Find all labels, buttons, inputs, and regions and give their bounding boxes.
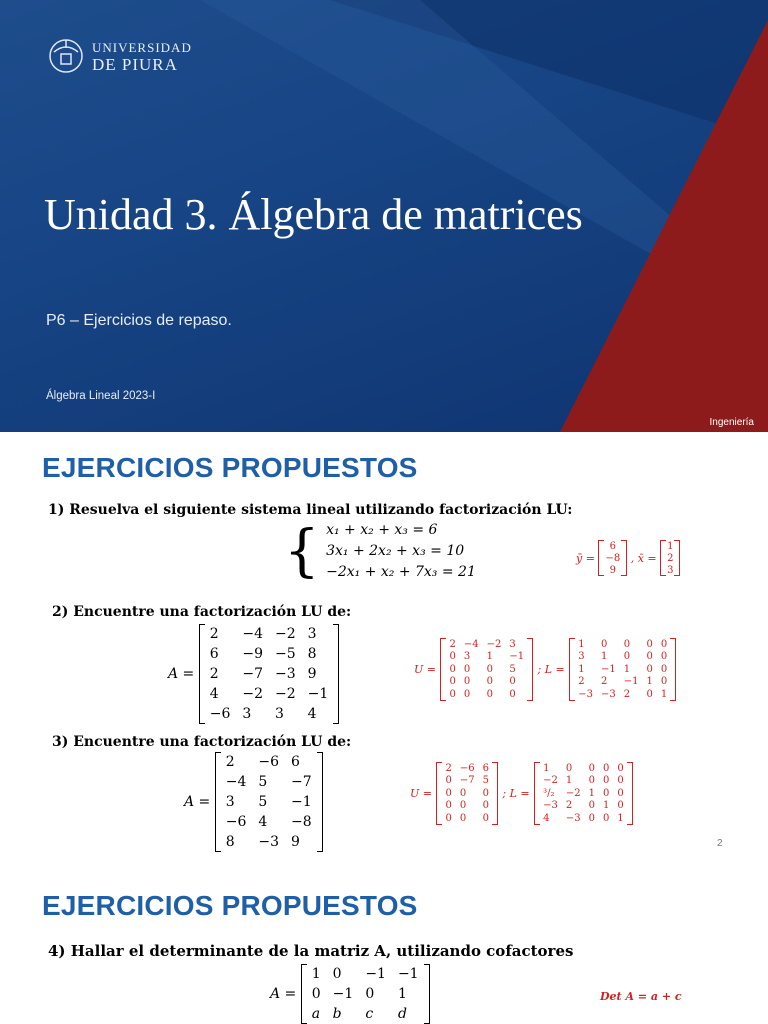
matrix-a-cell: −1	[307, 686, 329, 702]
matrix-l-cell: 0	[588, 762, 595, 774]
matrix-a-cell: 9	[291, 834, 300, 850]
matrix-a-cell: −2	[242, 686, 264, 702]
section-heading: EJERCICIOS PROPUESTOS	[42, 890, 418, 921]
matrix-u-cell: 2	[449, 638, 456, 650]
matrix-u-cell: 0	[463, 676, 471, 688]
answer-x-label: x̄ =	[637, 551, 657, 565]
matrix-l-cell: 0	[602, 775, 610, 787]
matrix-l-cell: 0	[617, 762, 624, 774]
matrix-a-row	[204, 644, 335, 664]
matrix-l-cell: 0	[623, 638, 631, 650]
answer-y-vector	[598, 540, 627, 576]
matrix-l-cell: −3	[565, 812, 581, 824]
system-equations	[326, 520, 476, 583]
matrix-l-cell: 0	[646, 651, 653, 663]
matrix-l-cell: −2	[565, 787, 581, 799]
matrix-u-row	[441, 787, 493, 800]
matrix-u-cell: 0	[445, 787, 452, 799]
matrix-l-cell: −1	[623, 676, 639, 688]
page-number: 2	[717, 838, 723, 849]
matrix-l-cell: 1	[646, 676, 653, 688]
matrix-u-row	[445, 663, 528, 676]
y-vector-row	[603, 552, 622, 564]
matrix-l-row	[574, 676, 671, 689]
matrix-a-cell: 3	[307, 626, 317, 642]
system-equation: −2x₁ + x₂ + 7x₃ = 21	[326, 564, 476, 580]
matrix-u-cell: 3	[509, 638, 516, 650]
matrix-u-cell: 0	[482, 812, 489, 824]
matrix-l-cell: 0	[623, 651, 631, 663]
matrix-a-cell: 6	[209, 646, 219, 662]
matrix-l-cell: 0	[602, 812, 610, 824]
u-label: U =	[410, 786, 432, 800]
linear-system	[284, 520, 476, 583]
matrix-a-cell: −6	[225, 814, 247, 830]
matrix-a-cell: 1	[397, 986, 407, 1002]
matrix-l-row	[539, 775, 628, 788]
matrix-u-row	[445, 638, 528, 651]
matrix-u-cell: 2	[445, 762, 452, 774]
matrix-l-row	[539, 787, 628, 800]
question-2: 2) Encuentre una factorización LU de:	[52, 604, 352, 620]
matrix-a-cell: 4	[307, 706, 317, 722]
u-label: U =	[414, 662, 436, 676]
matrix-l-cell: 3	[578, 651, 585, 663]
matrix-a-cell: −6	[209, 706, 231, 722]
matrix-a-row	[220, 792, 318, 812]
matrix-u-cell: 5	[509, 663, 516, 675]
matrix-l-cell: 0	[646, 688, 653, 700]
matrix-u-cell: 0	[445, 812, 452, 824]
matrix-a-cell: −9	[242, 646, 264, 662]
slide-title: Unidad 3. Álgebra de matrices	[44, 190, 583, 239]
matrix-u-row	[441, 762, 493, 775]
title-slide	[0, 0, 768, 432]
matrix-u-cell: 0	[482, 800, 489, 812]
matrix-u-cell: 0	[463, 663, 471, 675]
system-equation: x₁ + x₂ + x₃ = 6	[326, 522, 438, 538]
y-vector-cell: 6	[609, 540, 616, 552]
matrix-u-cell: 3	[463, 651, 471, 663]
matrix-a-q4	[270, 964, 430, 1024]
matrix-u-cell: 0	[509, 676, 516, 688]
matrix-a-cell: −6	[258, 754, 280, 770]
matrix-a-row	[306, 984, 425, 1004]
matrix-a-cell: d	[397, 1006, 407, 1022]
matrix-a-cell: b	[332, 1006, 342, 1022]
matrix-l-cell: 2	[623, 688, 631, 700]
matrix-label: A =	[168, 666, 195, 682]
matrix-l-cell: 0	[660, 663, 668, 675]
matrix-a-cell: 0	[365, 986, 375, 1002]
matrix-l-cell: 2	[600, 676, 608, 688]
matrix-l-cell: 1	[565, 775, 573, 787]
matrix-a-cell: 3	[242, 706, 252, 722]
l-label: ; L =	[537, 662, 565, 676]
matrix-l-cell: 0	[660, 676, 668, 688]
matrix-u-cell: 0	[449, 651, 456, 663]
matrix-a-cell: −4	[242, 626, 264, 642]
matrix-a-cell: 6	[291, 754, 300, 770]
matrix-a-cell: −2	[275, 686, 296, 702]
matrix-a-cell: 5	[258, 794, 268, 810]
matrix-label: A =	[270, 986, 297, 1002]
matrix-l-cell: 0	[646, 663, 653, 675]
logo-line2: DE PIURA	[92, 55, 178, 74]
matrix-u-cell: −4	[463, 638, 479, 650]
x-vector-row	[665, 564, 675, 576]
matrix-a-q3	[184, 752, 323, 852]
matrix-a-cell: −8	[291, 814, 312, 830]
matrix-l-cell: −3	[578, 688, 593, 700]
matrix-l-cell: 0	[646, 638, 653, 650]
university-logo	[48, 34, 192, 78]
matrix-l-cell: 1	[623, 663, 631, 675]
matrix-l-row	[539, 812, 628, 825]
matrix-a-row	[204, 684, 335, 704]
matrix-a-row	[220, 752, 318, 772]
matrix-a-cell: 4	[209, 686, 219, 702]
matrix-l-cell: 2	[578, 676, 585, 688]
matrix-a-row	[204, 664, 335, 684]
matrix-u-cell: 0	[482, 787, 489, 799]
matrix-a	[215, 752, 323, 852]
question-3: 3) Encuentre una factorización LU de:	[52, 734, 352, 750]
answer-3	[410, 762, 633, 825]
matrix-l-row	[574, 663, 671, 676]
crest-icon	[48, 34, 84, 78]
matrix-l-cell: 1	[602, 800, 610, 812]
matrix-l-cell: 1	[543, 762, 550, 774]
matrix-a-cell: a	[311, 1006, 321, 1022]
matrix-l-cell: ³/₂	[543, 787, 555, 799]
question-4: 4) Hallar el determinante de la matriz A, utilizando cofactores	[48, 942, 574, 960]
matrix-l-cell: −1	[600, 663, 616, 675]
matrix-l-cell: −2	[543, 775, 558, 787]
matrix-u	[440, 638, 533, 701]
y-vector-cell: −8	[605, 552, 621, 564]
matrix-u	[436, 762, 498, 825]
matrix-l	[569, 638, 676, 701]
matrix-a-row	[204, 704, 335, 724]
matrix-a-cell: −2	[275, 626, 296, 642]
matrix-l	[534, 762, 633, 825]
matrix-u-cell: 0	[449, 676, 456, 688]
matrix-u-cell: 0	[449, 663, 456, 675]
logo-line1: UNIVERSIDAD	[92, 40, 192, 55]
x-vector-row	[665, 552, 675, 564]
matrix-a-cell: 8	[307, 646, 317, 662]
matrix-a-cell: −4	[225, 774, 247, 790]
system-equation: 3x₁ + 2x₂ + x₃ = 10	[326, 543, 465, 559]
answer-x-vector	[660, 540, 680, 576]
l-label: ; L =	[502, 786, 530, 800]
y-vector-row	[603, 540, 622, 552]
system-brace: {	[284, 518, 320, 584]
matrix-u-cell: 0	[459, 800, 467, 812]
matrix-a-cell: 0	[332, 966, 342, 982]
matrix-a-cell: 5	[258, 774, 268, 790]
matrix-a-q2	[168, 624, 339, 724]
matrix-l-cell: 1	[600, 651, 608, 663]
matrix-l-cell: 0	[588, 800, 595, 812]
matrix-l-cell: 0	[588, 775, 595, 787]
matrix-u-cell: 0	[486, 663, 493, 675]
matrix-l-cell: 1	[578, 663, 585, 675]
matrix-l-cell: 1	[578, 638, 585, 650]
matrix-a-cell: 8	[225, 834, 235, 850]
matrix-l-cell: 2	[565, 800, 573, 812]
matrix-a-row	[220, 772, 318, 792]
matrix-u-row	[441, 812, 493, 825]
matrix-a-row	[220, 832, 318, 852]
y-vector-cell: 9	[609, 564, 616, 576]
matrix-a-cell: −7	[242, 666, 264, 682]
matrix-l-cell: 0	[617, 775, 624, 787]
matrix-l-row	[574, 651, 671, 664]
matrix-l-row	[574, 688, 671, 701]
matrix-l-cell: 0	[660, 651, 668, 663]
matrix-u-row	[445, 688, 528, 701]
matrix-a-cell: −1	[365, 966, 386, 982]
x-vector-cell: 3	[667, 564, 674, 576]
answer-y-label: ȳ =	[576, 551, 595, 565]
matrix-u-row	[445, 651, 528, 664]
course-name: Álgebra Lineal 2023-I	[46, 390, 156, 402]
matrix-u-row	[441, 800, 493, 813]
answer-4: Det A = a + c	[600, 990, 682, 1003]
matrix-u-cell: 0	[463, 688, 471, 700]
matrix-u-cell: 1	[486, 651, 493, 663]
matrix-u-cell: −7	[459, 775, 475, 787]
matrix-a-cell: −3	[258, 834, 280, 850]
answer-2	[414, 638, 676, 701]
matrix-u-cell: 0	[459, 812, 467, 824]
matrix-u-cell: 0	[509, 688, 516, 700]
matrix-l-cell: 1	[617, 812, 624, 824]
matrix-a-row	[306, 1004, 425, 1024]
matrix-u-cell: 0	[459, 787, 467, 799]
matrix-a-cell: 2	[225, 754, 235, 770]
question-1: 1) Resuelva el siguiente sistema lineal utilizando factorización LU:	[48, 502, 573, 518]
section-heading: EJERCICIOS PROPUESTOS	[42, 452, 418, 483]
matrix-a	[199, 624, 340, 724]
matrix-l-row	[574, 638, 671, 651]
x-vector-cell: 1	[667, 540, 674, 552]
matrix-u-row	[445, 676, 528, 689]
matrix-a-cell: 1	[311, 966, 321, 982]
matrix-a-cell: −7	[291, 774, 312, 790]
matrix-u-cell: 5	[482, 775, 489, 787]
matrix-u-cell: 0	[449, 688, 456, 700]
x-vector-row	[665, 540, 675, 552]
matrix-l-cell: 0	[617, 800, 624, 812]
matrix-a-cell: 2	[209, 666, 219, 682]
matrix-a-cell: 9	[307, 666, 317, 682]
matrix-u-row	[441, 775, 493, 788]
matrix-a-cell: −3	[275, 666, 296, 682]
matrix-l-cell: 0	[588, 812, 595, 824]
matrix-u-cell: 0	[486, 688, 493, 700]
matrix-a-cell: c	[365, 1006, 374, 1022]
matrix-l-row	[539, 800, 628, 813]
matrix-l-cell: 1	[588, 787, 595, 799]
matrix-a-cell: −1	[332, 986, 354, 1002]
matrix-a-row	[306, 964, 425, 984]
answer-1	[576, 540, 680, 576]
matrix-u-cell: −6	[459, 762, 475, 774]
matrix-u-cell: −1	[509, 651, 525, 663]
faculty-tag: Ingeniería	[668, 412, 768, 432]
matrix-l-cell: 4	[543, 812, 550, 824]
matrix-a	[301, 964, 430, 1024]
matrix-a-cell: −1	[397, 966, 419, 982]
matrix-a-cell: 3	[225, 794, 235, 810]
matrix-l-cell: 1	[660, 688, 668, 700]
matrix-u-cell: −2	[486, 638, 502, 650]
matrix-l-row	[539, 762, 628, 775]
matrix-l-cell: 0	[602, 787, 610, 799]
x-vector-cell: 2	[667, 552, 674, 564]
matrix-l-cell: −3	[600, 688, 616, 700]
matrix-a-row	[220, 812, 318, 832]
matrix-a-cell: 2	[209, 626, 219, 642]
matrix-a-cell: −1	[291, 794, 312, 810]
matrix-l-cell: 0	[565, 762, 573, 774]
matrix-u-cell: 6	[482, 762, 489, 774]
matrix-l-cell: −3	[543, 800, 558, 812]
matrix-l-cell: 0	[660, 638, 668, 650]
matrix-u-cell: 0	[486, 676, 493, 688]
matrix-l-cell: 0	[602, 762, 610, 774]
y-vector-row	[603, 564, 622, 576]
slide-subtitle: P6 – Ejercicios de repaso.	[46, 312, 232, 329]
answer-sep: ,	[630, 551, 635, 565]
matrix-a-row	[204, 624, 335, 644]
matrix-l-cell: 0	[600, 638, 608, 650]
matrix-label: A =	[184, 794, 211, 810]
matrix-a-cell: 3	[275, 706, 284, 722]
matrix-a-cell: −5	[275, 646, 296, 662]
matrix-a-cell: 0	[311, 986, 321, 1002]
matrix-a-cell: 4	[258, 814, 268, 830]
matrix-u-cell: 0	[445, 775, 452, 787]
matrix-u-cell: 0	[445, 800, 452, 812]
matrix-l-cell: 0	[617, 787, 624, 799]
